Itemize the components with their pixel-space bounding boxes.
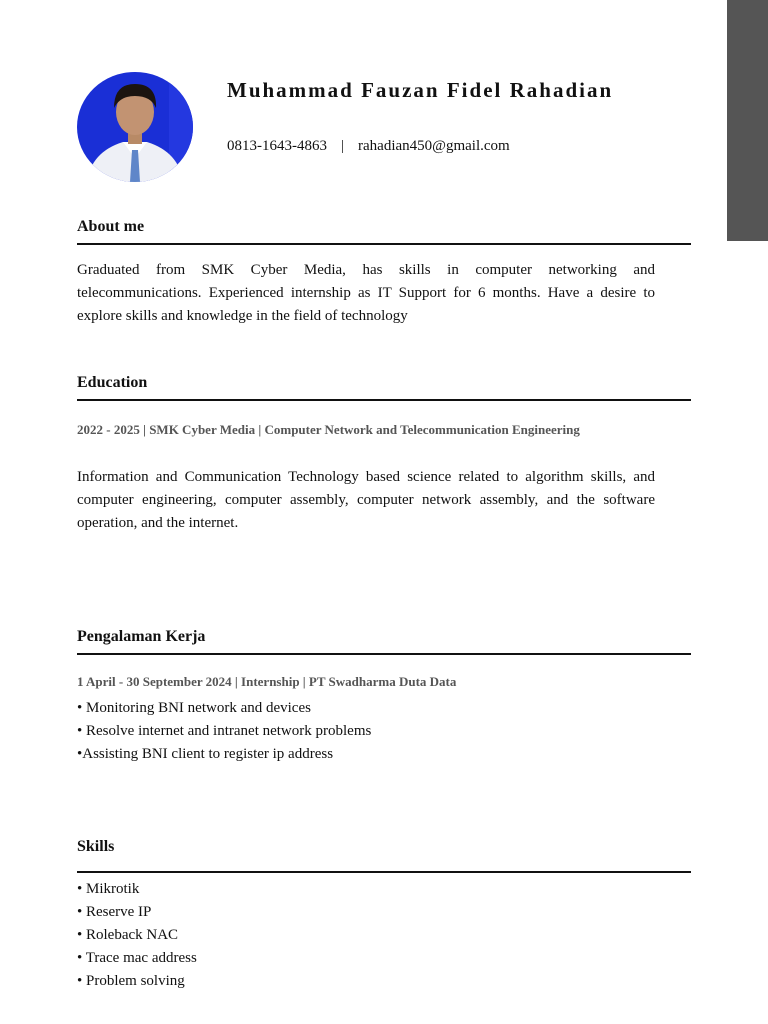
list-item: • Roleback NAC: [77, 927, 179, 943]
about-title: About me: [77, 218, 145, 235]
education-divider: [77, 399, 691, 401]
side-bar: [727, 0, 768, 241]
list-item: • Reserve IP: [77, 904, 152, 920]
email-address: rahadian450@gmail.com: [358, 138, 510, 154]
experience-title: Pengalaman Kerja: [77, 628, 206, 645]
profile-photo-image: [77, 72, 193, 182]
education-text: Information and Communication Technology based science related to algorithm skills, and computer engineering, computer assembly, computer network assembly, and the software operation, and the internet.: [77, 469, 655, 531]
experience-subheading: 1 April - 30 September 2024 | Internship | PT Swadharma Duta Data: [77, 674, 457, 689]
education-subheading: 2022 - 2025 | SMK Cyber Media | Computer Network and Telecommunication Engineering: [77, 422, 580, 437]
list-item: • Trace mac address: [77, 950, 197, 966]
list-item: • Monitoring BNI network and devices: [77, 700, 311, 716]
about-text: Graduated from SMK Cyber Media, has skills in computer networking and telecommunications. Experienced internship as IT Support for 6 months. Have a desire to explore skills and knowledge in the field of technology: [77, 262, 655, 324]
profile-photo: [77, 72, 193, 182]
experience-divider: [77, 653, 691, 655]
skills-title: Skills: [77, 838, 115, 855]
list-item: • Mikrotik: [77, 881, 140, 897]
contact-line: [227, 138, 510, 155]
list-item: • Problem solving: [77, 973, 185, 989]
skills-section-header: [77, 837, 691, 873]
contact-separator: |: [341, 138, 345, 154]
skills-list: [77, 878, 655, 993]
about-section-header: [77, 217, 691, 245]
list-item: •Assisting BNI client to register ip address: [77, 746, 334, 762]
full-name: Muhammad Fauzan Fidel Rahadian: [227, 78, 614, 102]
education-section-header: [77, 373, 691, 401]
phone-number: 0813-1643-4863: [227, 138, 327, 154]
experience-list: [77, 697, 655, 766]
about-divider: [77, 243, 691, 245]
experience-section-header: [77, 627, 691, 655]
skills-divider: [77, 871, 691, 873]
education-title: Education: [77, 374, 148, 391]
list-item: • Resolve internet and intranet network problems: [77, 723, 372, 739]
